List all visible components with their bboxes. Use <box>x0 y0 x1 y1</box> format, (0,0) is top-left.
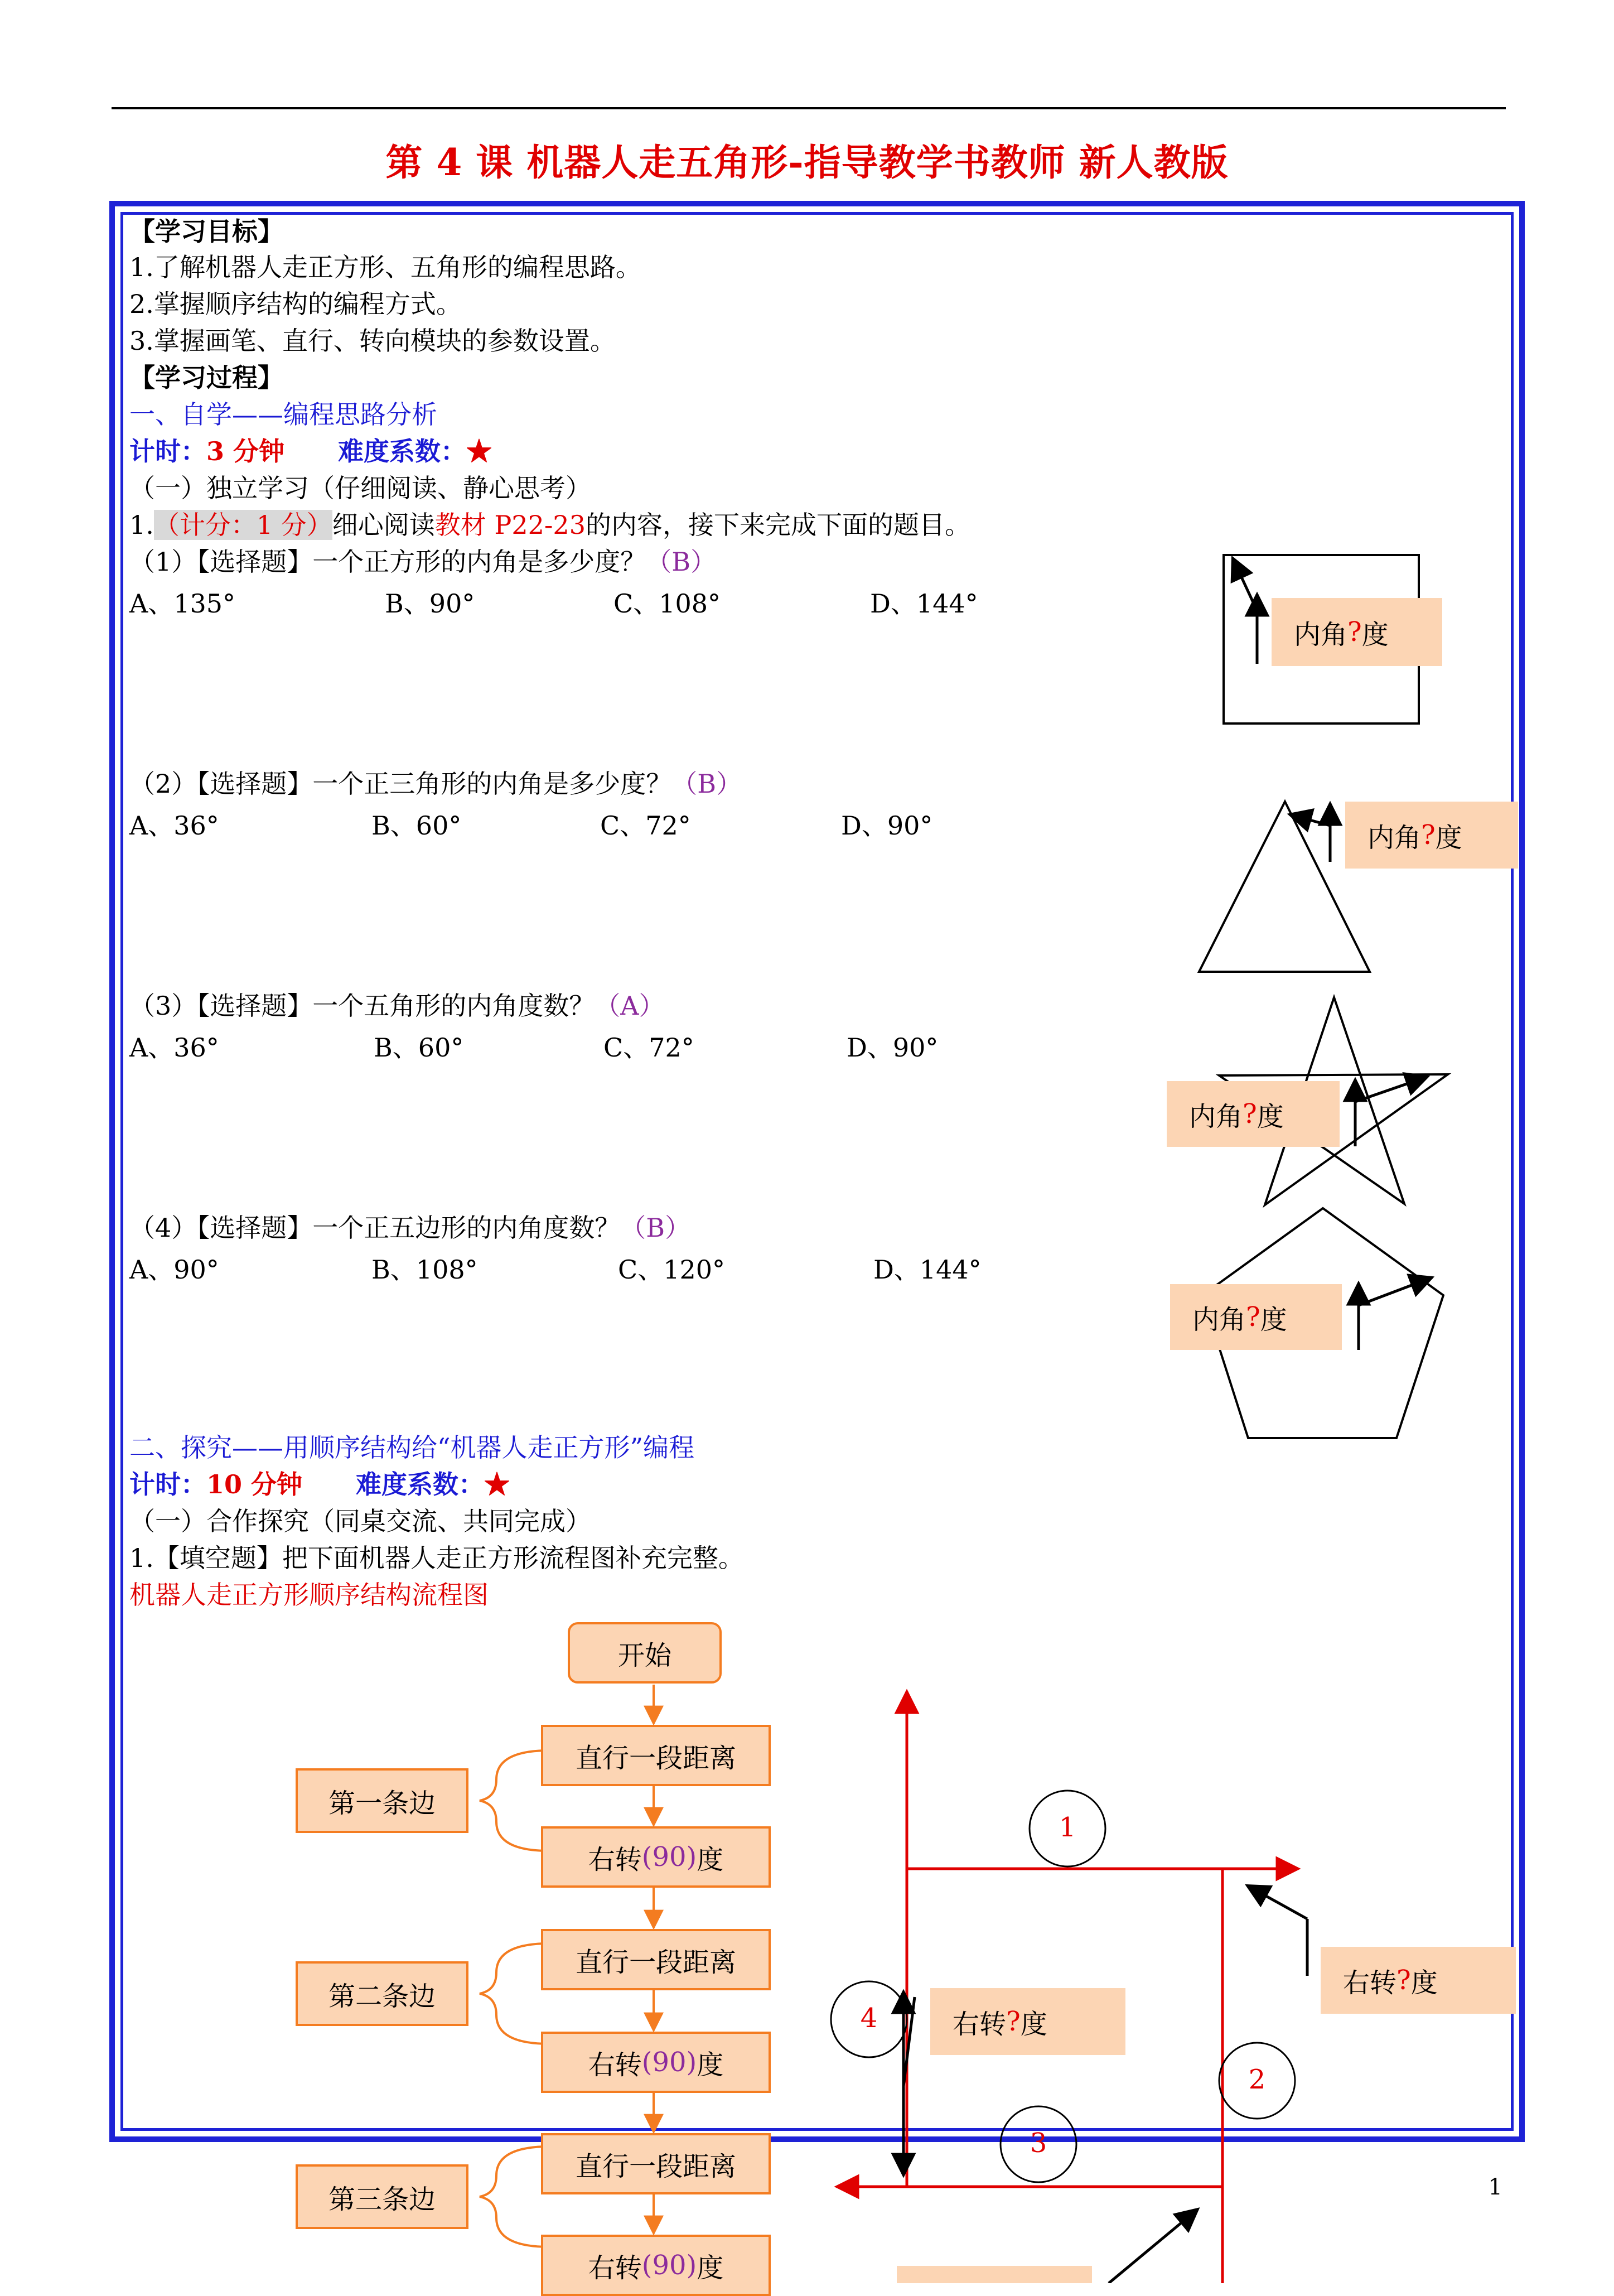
question-4-option-b: B、108° <box>371 1255 478 1285</box>
section2-task: 1.【填空题】把下面机器人走正方形流程图补充完整。 <box>129 1543 744 1573</box>
question-3-option-b: B、60° <box>374 1033 464 1063</box>
turn-label-unit: 度 <box>1020 2008 1047 2040</box>
page-title: 第 4 课 机器人走五角形-指导教学书教师 新人教版 <box>385 141 1229 184</box>
instruction-number: 1. <box>129 510 154 540</box>
triangle-shape <box>1199 802 1370 972</box>
question-1-option-b: B、90° <box>385 589 475 619</box>
question-2-option-c: C、72° <box>600 811 691 841</box>
question-answer: （A） <box>595 991 665 1021</box>
question-text: （3）【选择题】一个五角形的内角度数？ <box>129 991 595 1021</box>
turn-unit: 度 <box>697 2049 724 2081</box>
flowchart-step-turn <box>541 2235 771 2296</box>
star-icon: ★ <box>484 1469 510 1499</box>
timing-label: 计时： <box>129 1469 206 1499</box>
turn-label-unit: 度 <box>1410 1967 1438 1999</box>
question-answer: （B） <box>646 547 717 577</box>
instruction-text: 的内容，接下来完成下面的题目。 <box>585 510 970 540</box>
process-heading: 【学习过程】 <box>129 363 283 393</box>
angle-label-text: 内角 <box>1367 822 1422 853</box>
angle-label-unit: 度 <box>1361 619 1389 650</box>
question-answer: （B） <box>671 769 742 799</box>
flowchart-step-straight: 直行一段距离 <box>541 1725 771 1786</box>
objective-item: 1.了解机器人走正方形、五角形的编程思路。 <box>129 252 641 282</box>
flowchart-step-straight: 直行一段距离 <box>541 1929 771 1990</box>
turn-label-right <box>1321 1947 1516 2014</box>
turn-text: 右转 <box>588 2049 642 2081</box>
turn-label-text: 右转 <box>953 2008 1007 2040</box>
turn-value: (90) <box>641 2047 697 2078</box>
question-text: （4）【选择题】一个正五边形的内角度数？ <box>129 1213 621 1243</box>
turn-value: (90) <box>641 2250 697 2281</box>
question-4-option-c: C、120° <box>618 1255 725 1285</box>
flowchart-edge-label: 第三条边 <box>296 2164 468 2229</box>
angle-label-unit: 度 <box>1435 822 1462 853</box>
turn-text: 右转 <box>588 1844 642 1875</box>
question-text: （2）【选择题】一个正三角形的内角是多少度？ <box>129 769 672 799</box>
turn-label-left <box>930 1988 1125 2055</box>
turn-label-bottom <box>897 2266 1092 2283</box>
question-2-option-b: B、60° <box>371 811 462 841</box>
angle-label-unit: 度 <box>1260 1304 1287 1335</box>
question-3-option-c: C、72° <box>603 1033 694 1063</box>
section2-subsection: （一）合作探究（同桌交流、共同完成） <box>129 1506 591 1536</box>
question-1-option-a: A、135° <box>129 589 236 619</box>
question-4-option-a: A、90° <box>129 1255 219 1285</box>
turn-unit: 度 <box>697 1844 724 1875</box>
angle-label-square <box>1272 598 1442 666</box>
angle-label-unknown: ? <box>1421 819 1436 851</box>
question-2-option-a: A、36° <box>129 811 219 841</box>
star-icon: ★ <box>466 436 492 466</box>
question-2-option-d: D、90° <box>841 811 933 841</box>
score-note: （计分：1 分） <box>153 510 332 540</box>
page-number: 1 <box>1488 2174 1502 2200</box>
textbook-reference: 教材 P22-23 <box>434 510 586 540</box>
question-answer: （B） <box>620 1213 691 1243</box>
timing-value: 10 分钟 <box>206 1469 303 1499</box>
turn-label-unknown: ? <box>1396 1965 1411 1996</box>
objective-item: 3.掌握画笔、直行、转向模块的参数设置。 <box>129 326 616 356</box>
question-text: （1）【选择题】一个正方形的内角是多少度？ <box>129 547 646 577</box>
turn-text: 右转 <box>588 2252 642 2284</box>
robot-square-path <box>831 1691 1307 2283</box>
flowchart-step-turn <box>541 1826 771 1888</box>
circle-number-2: 2 <box>1248 2064 1266 2095</box>
angle-label-text: 内角 <box>1294 619 1348 650</box>
angle-label-star <box>1167 1081 1340 1147</box>
flowchart-start: 开始 <box>568 1622 722 1684</box>
objective-item: 2.掌握顺序结构的编程方式。 <box>129 289 462 319</box>
turn-value: (90) <box>641 1841 697 1873</box>
circle-number-3: 3 <box>1030 2128 1047 2159</box>
question-3-option-d: D、90° <box>847 1033 939 1063</box>
angle-label-text: 内角 <box>1189 1101 1243 1132</box>
circle-number-4: 4 <box>860 2003 878 2034</box>
turn-label-text: 右转 <box>1343 1967 1397 1999</box>
timing-value: 3 分钟 <box>206 436 285 466</box>
flowchart-step-turn <box>541 2032 771 2093</box>
flowchart-edge-label: 第一条边 <box>296 1768 468 1833</box>
angle-label-pentagon <box>1170 1284 1342 1350</box>
question-4-option-d: D、144° <box>873 1255 982 1285</box>
angle-label-triangle <box>1345 802 1518 869</box>
section1-subsection: （一）独立学习（仔细阅读、静心思考） <box>129 473 591 503</box>
angle-label-unknown: ? <box>1243 1098 1257 1130</box>
question-1-option-c: C、108° <box>613 589 721 619</box>
flowchart-step-straight: 直行一段距离 <box>541 2133 771 2194</box>
difficulty-label: 难度系数： <box>338 436 467 466</box>
angle-label-unknown: ? <box>1347 616 1362 648</box>
objectives-heading: 【学习目标】 <box>129 216 283 247</box>
angle-label-text: 内角 <box>1192 1304 1246 1335</box>
circle-number-1: 1 <box>1059 1812 1076 1843</box>
section1-title: 一、自学——编程思路分析 <box>129 399 437 430</box>
difficulty-label: 难度系数： <box>356 1469 485 1499</box>
angle-label-unit: 度 <box>1257 1101 1284 1132</box>
question-3-option-a: A、36° <box>129 1033 219 1063</box>
flowchart-edge-label: 第二条边 <box>296 1961 468 2026</box>
question-1-option-d: D、144° <box>870 589 978 619</box>
flowchart-title: 机器人走正方形顺序结构流程图 <box>129 1580 489 1610</box>
angle-label-unknown: ? <box>1246 1301 1260 1333</box>
timing-label: 计时： <box>129 436 206 466</box>
instruction-text: 细心阅读 <box>332 510 435 540</box>
turn-label-unknown: ? <box>1006 2006 1021 2037</box>
section2-title: 二、探究——用顺序结构给“机器人走正方形”编程 <box>129 1432 695 1463</box>
turn-unit: 度 <box>697 2252 724 2284</box>
